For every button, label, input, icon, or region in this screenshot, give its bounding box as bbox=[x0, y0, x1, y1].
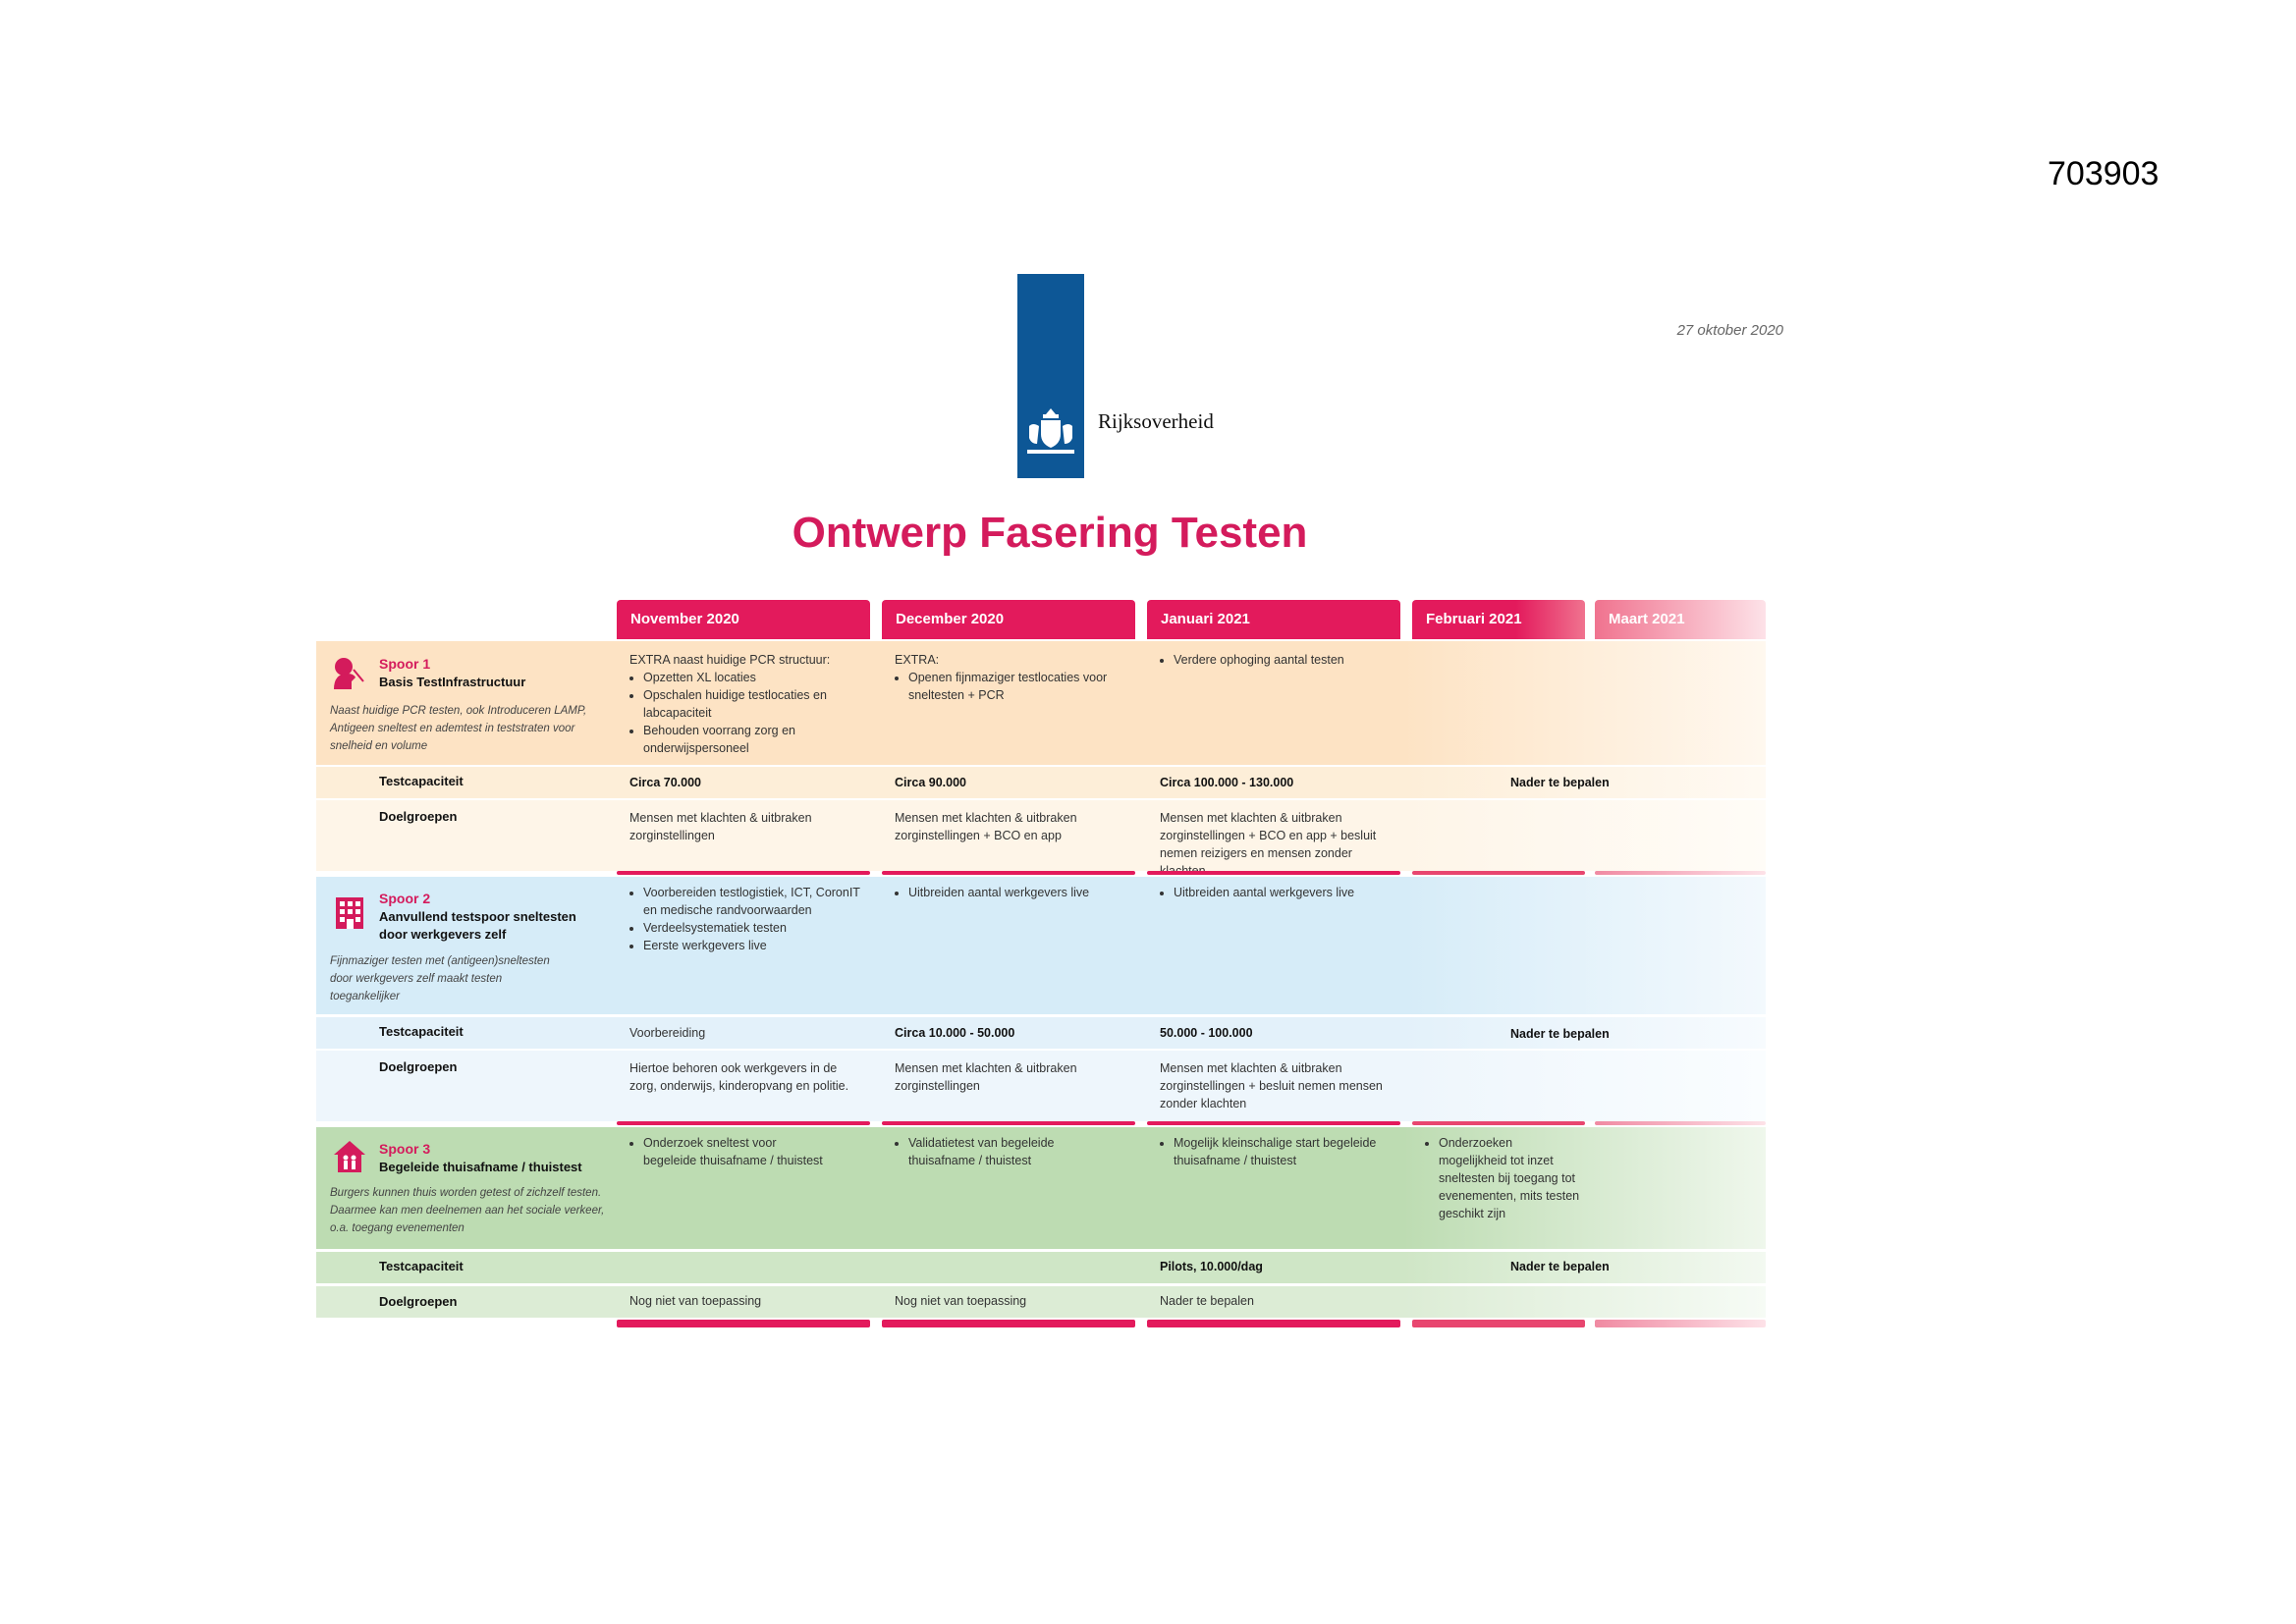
spoor1-capacity-feb: Nader te bepalen bbox=[1510, 776, 1610, 789]
separator bbox=[1412, 1121, 1585, 1125]
building-icon bbox=[332, 895, 367, 931]
spoor1-groups-dec: Mensen met klachten & uitbraken zorginstellingen + BCO en app bbox=[895, 811, 1077, 842]
spoor3-capacity-feb: Nader te bepalen bbox=[1510, 1260, 1610, 1273]
month-header-jan: Januari 2021 bbox=[1147, 600, 1400, 639]
spoor3-capacity-jan: Pilots, 10.000/dag bbox=[1160, 1260, 1263, 1273]
separator bbox=[882, 1320, 1135, 1327]
spoor3-groups-band bbox=[316, 1286, 1766, 1318]
separator bbox=[617, 1121, 870, 1125]
spoor3-groups-jan: Nader te bepalen bbox=[1160, 1294, 1254, 1308]
spoor3-groups-label: Doelgroepen bbox=[379, 1294, 458, 1309]
spoor1-jan-cell: • Verdere ophoging aantal testen bbox=[1160, 651, 1395, 669]
spoor1-name: Spoor 1 bbox=[379, 656, 431, 672]
separator bbox=[1147, 871, 1400, 875]
separator bbox=[1147, 1121, 1400, 1125]
separator bbox=[1595, 1320, 1766, 1327]
spoor2-jan-cell: • Uitbreiden aantal werkgevers live bbox=[1160, 884, 1395, 901]
month-header-mar: Maart 2021 bbox=[1595, 600, 1766, 639]
spoor1-description: Naast huidige PCR testen, ook Introduceren LAMP, Antigeen sneltest en ademtest in teststraten voor snelheid en volume bbox=[330, 705, 587, 752]
spoor1-groups-jan: Mensen met klachten & uitbraken zorginstellingen + BCO en app + besluit nemen reizigers en mensen zonder bbox=[1160, 811, 1377, 860]
spoor3-jan-cell: • Mogelijk kleinschalige start begeleide thuisafname / thuistest bbox=[1160, 1134, 1400, 1169]
spoor1-nov-cell: EXTRA naast huidige PCR structuur: • Opzetten XL locaties • Opschalen huidige testlocaties en labcapaciteit • Behouden voorrang zorg en onderwijspersoneel bbox=[629, 651, 865, 757]
spoor1-title: Basis TestInfrastructuur bbox=[379, 675, 526, 689]
person-breathing-icon bbox=[330, 656, 365, 691]
spoor2-capacity-dec: Circa 10.000 - 50.000 bbox=[895, 1026, 1015, 1040]
spoor2-capacity-label: Testcapaciteit bbox=[379, 1024, 464, 1039]
spoor1-groups-label: Doelgroepen bbox=[379, 809, 458, 824]
spoor3-feb-cell: • Onderzoeken mogelijkheid tot inzet sneltesten bij toegang tot evenementen, mits testen geschikt zijn bbox=[1425, 1134, 1582, 1222]
page-title: Ontwerp Fasering Testen bbox=[792, 509, 1308, 557]
spoor3-nov-cell: • Onderzoek sneltest voor begeleide thuisafname / thuistest bbox=[629, 1134, 826, 1169]
logo-text: Rijksoverheid bbox=[1098, 409, 1214, 433]
spoor1-capacity-jan: Circa 100.000 - 130.000 bbox=[1160, 776, 1294, 789]
spoor1-dec-cell: EXTRA: • Openen fijnmaziger testlocaties voor sneltesten + PCR bbox=[895, 651, 1130, 704]
separator bbox=[617, 871, 870, 875]
spoor2-groups-nov: Hiertoe behoren ook werkgevers in de zorg, onderwijs, kinderopvang en politie. bbox=[629, 1061, 849, 1093]
document-number: 703903 bbox=[2048, 155, 2159, 192]
spoor1-groups-nov: Mensen met klachten & uitbraken zorginstellingen bbox=[629, 811, 812, 842]
separator bbox=[1595, 871, 1766, 875]
separator bbox=[1595, 1121, 1766, 1125]
spoor3-capacity-label: Testcapaciteit bbox=[379, 1259, 464, 1273]
spoor2-title: Aanvullend testspoor sneltesten door werkgevers zelf bbox=[379, 909, 576, 942]
month-header-nov: November 2020 bbox=[617, 600, 870, 639]
spoor3-groups-dec: Nog niet van toepassing bbox=[895, 1294, 1027, 1308]
coat-of-arms-icon bbox=[1021, 403, 1080, 461]
spoor3-name: Spoor 3 bbox=[379, 1141, 431, 1157]
house-icon bbox=[332, 1139, 367, 1174]
document-date: 27 oktober 2020 bbox=[1676, 322, 1783, 339]
spoor2-capacity-jan: 50.000 - 100.000 bbox=[1160, 1026, 1253, 1040]
separator bbox=[1412, 1320, 1585, 1327]
spoor1-capacity-nov: Circa 70.000 bbox=[629, 776, 701, 789]
spoor2-nov-cell: • Voorbereiden testlogistiek, ICT, CoronIT en medische randvoorwaarden • Verdeelsystematiek testen • Eerste werkgevers live bbox=[629, 884, 865, 954]
spoor1-capacity-dec: Circa 90.000 bbox=[895, 776, 966, 789]
spoor2-name: Spoor 2 bbox=[379, 891, 431, 906]
spoor3-dec-cell: • Validatietest van begeleide thuisafname / thuistest bbox=[895, 1134, 1062, 1169]
spoor2-groups-label: Doelgroepen bbox=[379, 1059, 458, 1074]
month-header-dec: December 2020 bbox=[882, 600, 1135, 639]
spoor3-description: Burgers kunnen thuis worden getest of zichzelf testen. Daarmee kan men deelnemen aan het sociale verkeer, o.a. toegang evenementen bbox=[330, 1187, 605, 1234]
spoor1-capacity-label: Testcapaciteit bbox=[379, 774, 464, 788]
spoor2-capacity-feb: Nader te bepalen bbox=[1510, 1027, 1610, 1041]
spoor2-dec-cell: • Uitbreiden aantal werkgevers live bbox=[895, 884, 1130, 901]
spoor2-groups-dec: Mensen met klachten & uitbraken zorginstellingen bbox=[895, 1061, 1077, 1093]
separator bbox=[882, 871, 1135, 875]
spoor3-groups-nov: Nog niet van toepassing bbox=[629, 1294, 762, 1308]
spoor2-groups-jan: Mensen met klachten & uitbraken zorginstellingen + besluit nemen mensen zonder klachten bbox=[1160, 1061, 1383, 1110]
spoor2-description: Fijnmaziger testen met (antigeen)sneltesten door werkgevers zelf maakt testen toegankelijker bbox=[330, 955, 550, 1002]
spoor2-capacity-nov: Voorbereiding bbox=[629, 1026, 706, 1040]
spoor3-title: Begeleide thuisafname / thuistest bbox=[379, 1160, 582, 1174]
separator bbox=[1412, 871, 1585, 875]
separator bbox=[617, 1320, 870, 1327]
month-header-feb: Februari 2021 bbox=[1412, 600, 1585, 639]
separator bbox=[1147, 1320, 1400, 1327]
separator bbox=[882, 1121, 1135, 1125]
